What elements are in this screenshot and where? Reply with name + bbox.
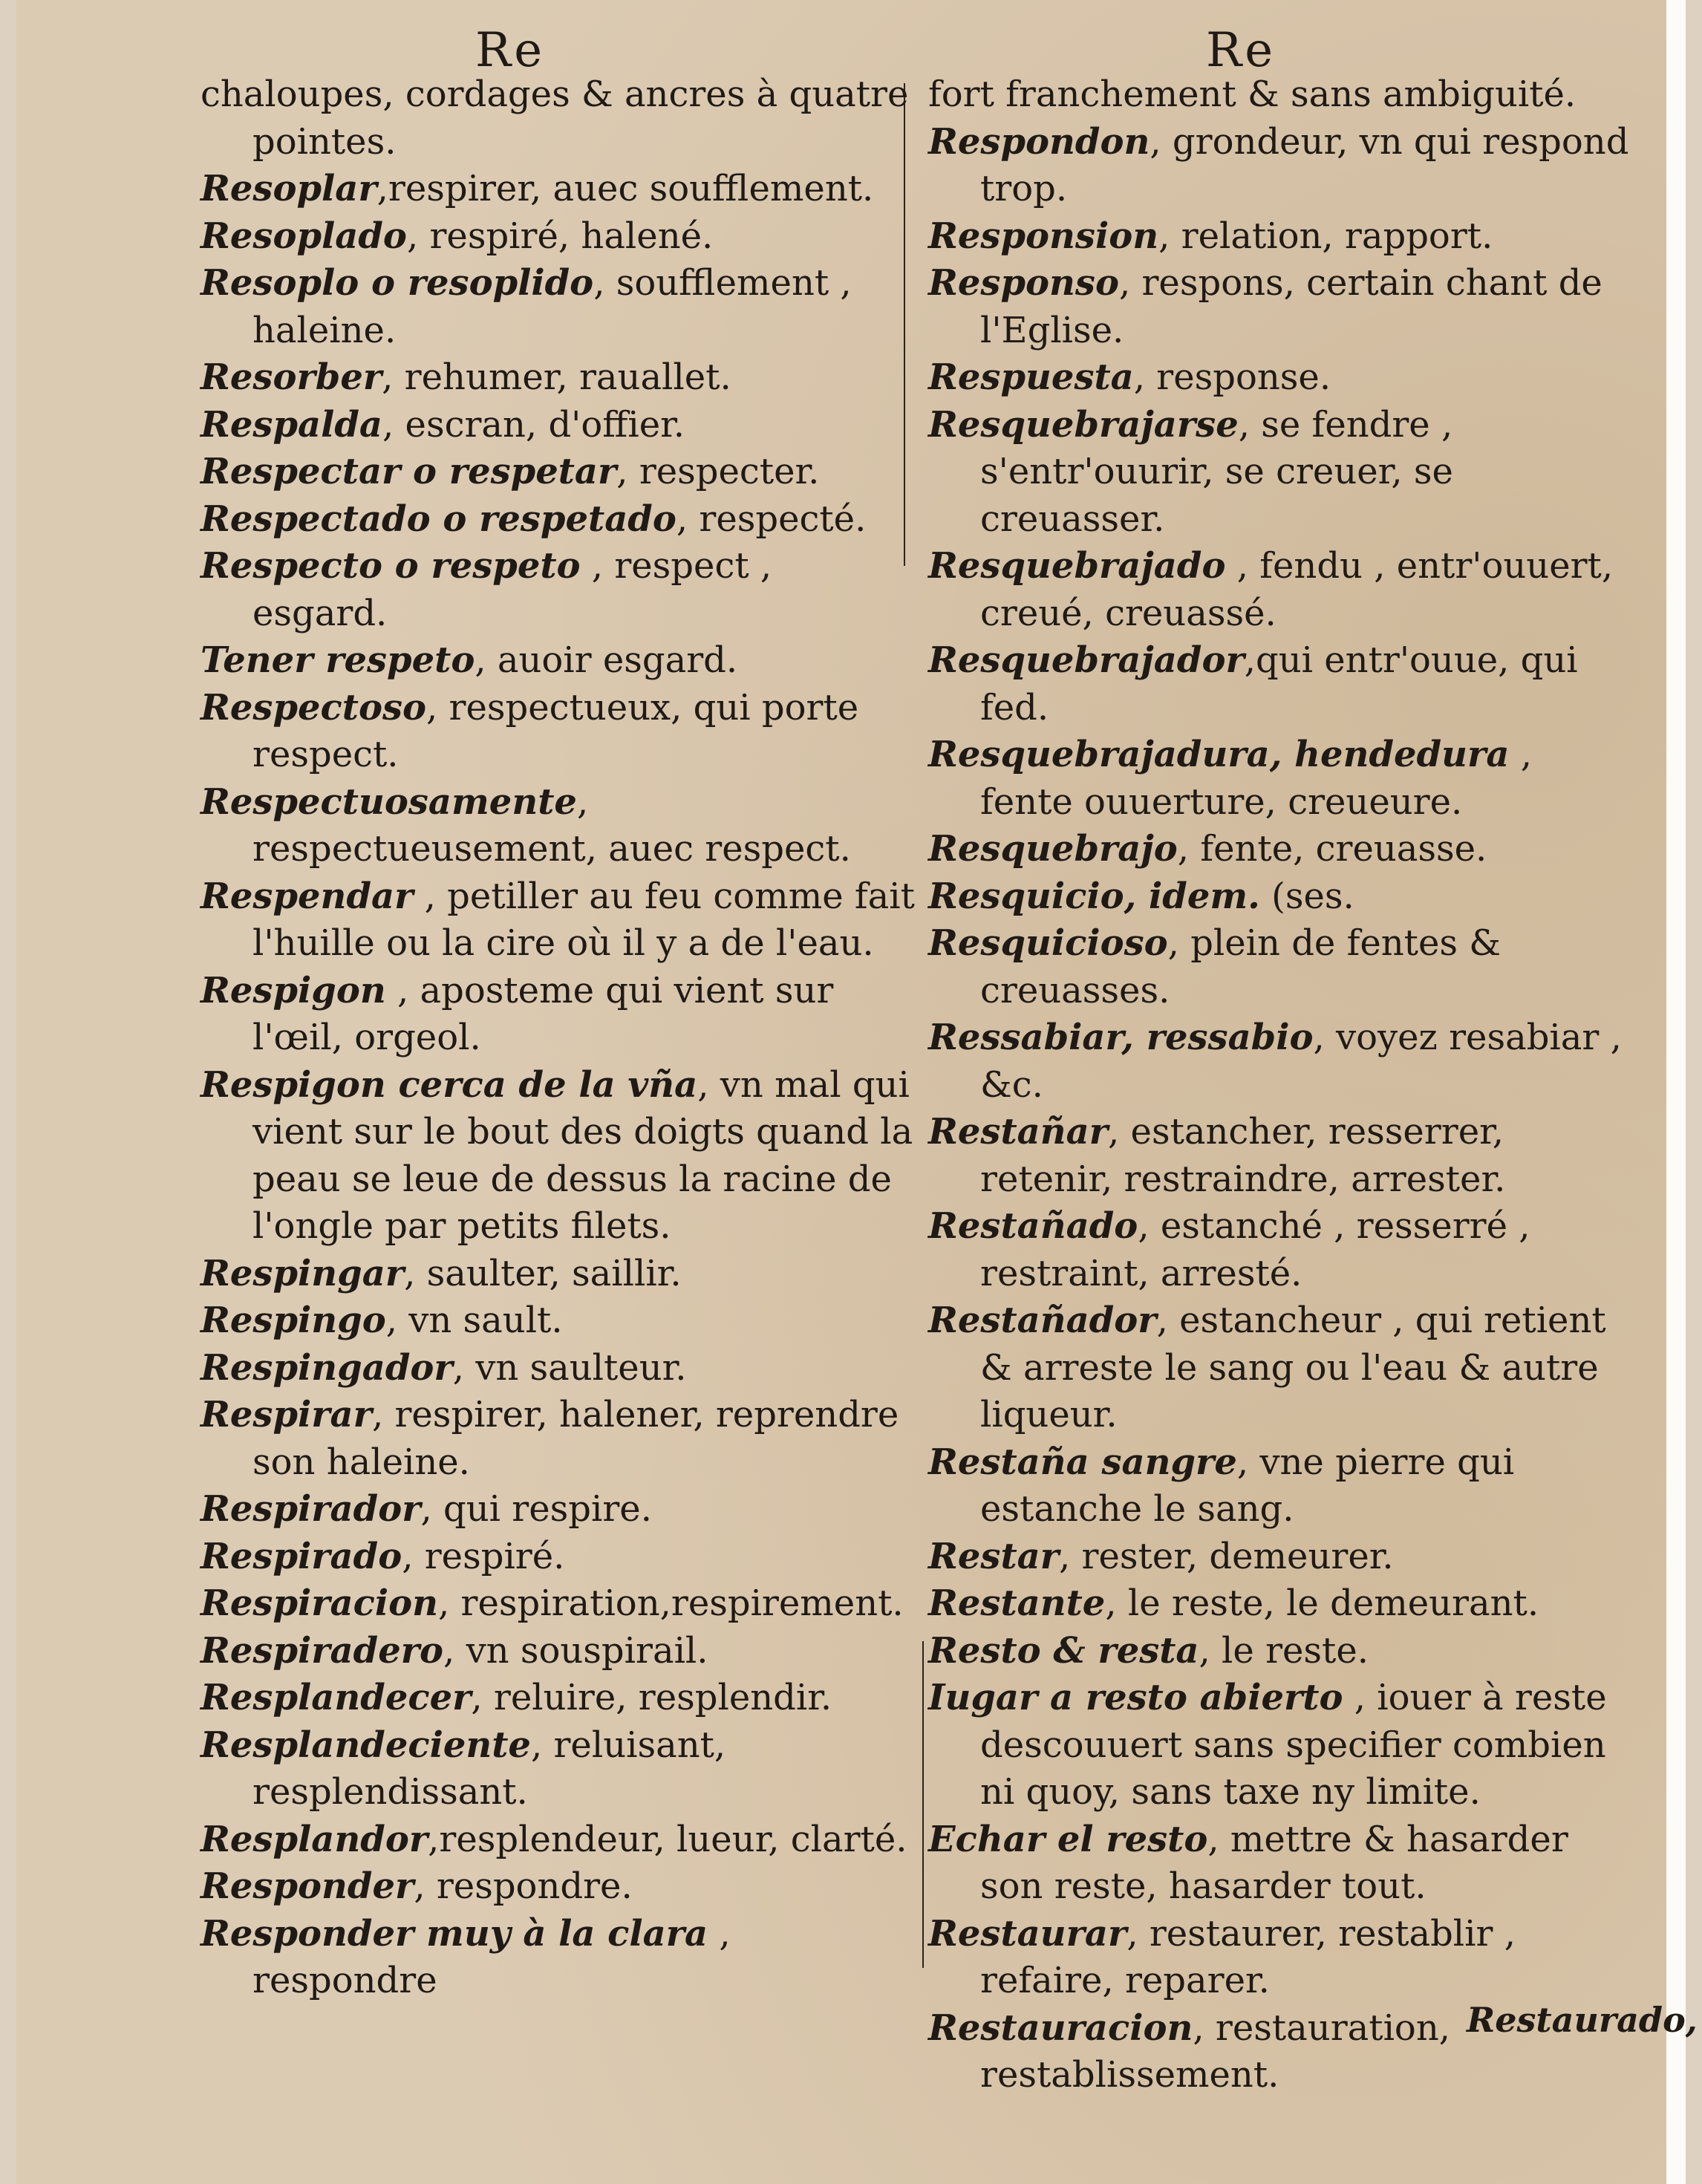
entry-translation: chaloupes, cordages & ancres à quatre pointes. [200,74,909,163]
dictionary-entry [928,637,1630,731]
entry-headword: Respiradero [200,1629,444,1672]
entry-headword: Respingar [200,1252,405,1294]
entry-headword: Responso [928,262,1119,304]
running-head-right: Re [1206,23,1276,78]
entry-translation: , vn souspirail. [443,1629,708,1672]
dictionary-entry [200,1675,917,1722]
entry-translation: , estancheur , qui retient & arreste le sang ou l'eau & autre liqueur. [980,1300,1606,1435]
dictionary-entry [200,213,917,261]
dictionary-entry [200,873,917,968]
dictionary-entry [200,1722,917,1816]
entry-headword: Respectado o respetado [200,498,676,540]
entry-translation: , se fendre , s'entr'ouurir, se creuer, se creuasser. [980,403,1453,540]
entry-headword: Ressabiar, ressabio [928,1017,1314,1058]
entry-headword: Restaña sangre [928,1441,1237,1483]
entry-headword: Echar el resto [928,1818,1208,1860]
dictionary-entry [200,1062,917,1251]
right-column [928,71,1630,2099]
entry-translation: , rehumer, rauallet. [382,356,731,398]
entry-translation: , respect , esgard. [252,545,772,634]
entry-headword: Respuesta [928,356,1134,398]
entry-headword: Respectar o respetar [200,451,617,492]
entry-headword: Restaurar [928,1912,1127,1955]
dictionary-entry [928,354,1630,402]
entry-headword: Respingador [200,1346,453,1389]
entry-headword: Responder [200,1865,414,1907]
entry-translation: , respiration,respirement. [438,1582,904,1624]
catchword: Restaurado, [1467,2000,1698,2040]
dictionary-entry [200,166,917,213]
dictionary-entry [928,1816,1630,1911]
entry-headword: Restauracion [928,2007,1193,2049]
dictionary-entry [928,1014,1630,1109]
entry-headword: Resquicioso [928,922,1168,964]
entry-translation: , rester, demeurer. [1059,1535,1394,1577]
entry-translation: , respiré, halené. [406,215,714,257]
entry-headword: Respiracion [200,1582,439,1624]
entry-translation: , respectueux, qui porte respect. [252,686,859,775]
entry-headword: Restar [928,1535,1060,1577]
entry-headword: Restañado [928,1205,1138,1247]
entry-translation: , voyez resabiar , &c. [980,1017,1622,1106]
entry-translation: ,resplendeur, lueur, clarté. [428,1818,907,1860]
dictionary-entry [200,637,917,685]
entry-headword: Respendar [200,875,414,917]
entry-translation: , estancher, resserrer, retenir, restraindre, arrester. [980,1111,1506,1200]
entry-translation: , plein de fentes & creuasses. [980,922,1501,1011]
entry-headword: Resquebrajador [928,639,1245,681]
dictionary-entry [200,1863,917,1911]
dictionary-entry [928,920,1630,1014]
entry-translation: ,qui entr'ouue, qui fed. [980,639,1578,728]
entry-headword: Respirar [200,1394,372,1435]
entry-translation: , saulter, saillir. [404,1252,682,1294]
dictionary-entry [200,1392,917,1486]
entry-translation: , qui respire. [420,1488,652,1530]
entry-translation: , restauration, restablissement. [980,2007,1450,2096]
entry-headword: Respectoso [200,686,427,728]
dictionary-entry [928,1675,1630,1816]
entry-headword: Resoplar [200,168,377,209]
entry-translation: , fente, creuasse. [1177,828,1487,870]
entry-translation: , respondre [252,1912,731,2001]
entry-headword: Respirador [200,1488,421,1530]
entry-translation: , reluire, resplendir. [471,1677,832,1718]
entry-headword: Resplandecer [200,1677,472,1718]
entry-headword: Respingo [200,1300,386,1341]
dictionary-entry [928,1439,1630,1533]
dictionary-entry [200,1486,917,1533]
entry-translation: (ses. [1259,875,1354,917]
dictionary-entry [928,543,1630,637]
entry-translation: , auoir esgard. [475,639,738,681]
left-column [200,71,917,2005]
entry-translation: , le reste, le demeurant. [1105,1582,1539,1624]
entry-translation: , relation, rapport. [1158,215,1493,257]
entry-headword: Responsion [928,215,1159,257]
entry-translation: fort franchement & sans ambiguité. [928,74,1577,115]
entry-headword: Resplandeciente [200,1724,531,1766]
entry-translation: , mettre & hasarder son reste, hasarder tout. [980,1818,1568,1907]
dictionary-entry [200,1911,917,2005]
entry-translation: , restaurer, restablir , refaire, reparer. [980,1912,1516,2001]
entry-headword: Respectuosamente [200,780,577,823]
page-edge [1666,0,1686,2184]
dictionary-entry [928,731,1630,826]
entry-translation: , vn saulteur. [452,1346,687,1389]
running-head-left: Re [475,23,546,78]
entry-translation: , escran, d'offier. [382,403,685,446]
entry-headword: Resquebrajado [928,545,1226,587]
dictionary-entry [200,685,917,779]
entry-headword: Resquebrajo [928,828,1178,870]
entry-translation: , respiré. [402,1535,565,1577]
dictionary-entry [928,260,1630,354]
entry-translation: , vne pierre qui estanche le sang. [980,1441,1515,1530]
dictionary-entry [200,1251,917,1298]
entry-translation: , respecter. [616,451,820,492]
entry-headword: Resorber [200,356,382,398]
dictionary-entry [928,1580,1630,1628]
entry-headword: Restante [928,1582,1106,1624]
dictionary-entry [200,779,917,873]
dictionary-entry [928,1628,1630,1675]
column-rule-bottom [922,1641,924,1968]
dictionary-entry [200,1345,917,1392]
entry-translation: , le reste. [1199,1629,1369,1672]
entry-headword: Restañar [928,1111,1109,1153]
dictionary-entry [200,449,917,496]
dictionary-entry [200,260,917,354]
entry-translation: , petiller au feu comme fait l'huille ou la cire où il y a de l'eau. [252,875,915,964]
dictionary-entry [928,1911,1630,2005]
entry-headword: Resquebrajarse [928,403,1239,446]
dictionary-entry [200,968,917,1062]
dictionary-entry [200,1628,917,1675]
entry-translation: , soufflement , haleine. [252,262,852,351]
entry-translation: , respirer, halener, reprendre son haleine. [252,1394,899,1483]
dictionary-entry [928,1203,1630,1297]
entry-translation: , fente ouuerture, creueure. [980,734,1532,823]
entry-translation: , reluisant, resplendissant. [252,1724,726,1813]
entry-headword: Respalda [200,403,383,446]
entry-headword: Restañador [928,1300,1157,1341]
dictionary-entry [200,543,917,637]
dictionary-entry [928,1109,1630,1203]
dictionary-entry [200,1580,917,1628]
dictionary-entry [200,496,917,544]
entry-translation: , response. [1133,356,1331,398]
entry-headword: Respondon [928,120,1150,163]
dictionary-entry [928,402,1630,544]
entry-translation: ,respirer, auec soufflement. [376,168,874,209]
entry-headword: Respirado [200,1535,402,1577]
entry-translation: , respecté. [676,498,867,540]
entry-translation: , respons, certain chant de l'Eglise. [980,262,1602,351]
entry-headword: Resquicio, idem. [928,875,1260,917]
entry-headword: Resoplado [200,215,407,257]
entry-headword: Responder muy à la clara [200,1912,708,1955]
dictionary-entry [928,71,1630,119]
entry-translation: , respondre. [414,1865,633,1907]
dictionary-entry [928,1533,1630,1581]
entry-translation: , vn mal qui vient sur le bout des doigts quand la peau se leue de dessus la racine de l'ongle par petits filets. [252,1063,913,1247]
entry-translation: , respectueusement, auec respect. [252,780,851,870]
dictionary-entry [200,1533,917,1581]
entry-headword: Tener respeto [200,639,475,681]
entry-headword: Resoplo o resoplido [200,262,594,304]
dictionary-entry [200,1816,917,1864]
entry-headword: Resto & resta [928,1629,1199,1672]
entry-translation: , estanché , resserré , restraint, arresté. [980,1205,1530,1294]
entry-translation: , apostеme qui vient sur l'œil, orgeol. [252,969,834,1058]
entry-translation: , vn sault. [385,1300,563,1341]
entry-translation: , grondeur, vn qui respond trop. [980,120,1629,209]
dictionary-entry [200,71,917,166]
entry-headword: Resplandor [200,1818,428,1860]
entry-headword: Resquebrajadura, hendedura [928,734,1510,775]
dictionary-entry [200,354,917,402]
dictionary-entry [200,1297,917,1345]
entry-headword: Respigon cerca de la vña [200,1063,698,1106]
dictionary-entry [928,119,1630,213]
dictionary-entry [928,1297,1630,1439]
entry-translation: , fendu , entr'ouuert, creué, creuassé. [980,545,1614,634]
entry-headword: Iugar a resto abierto [928,1677,1343,1718]
dictionary-entry [928,826,1630,873]
entry-headword: Respigon [200,969,386,1011]
dictionary-entry [200,402,917,449]
dictionary-entry [928,213,1630,261]
dictionary-entry [928,873,1630,921]
entry-translation: , iouer à reste descouuert sans specifier combien ni quoy, sans taxe ny limite. [980,1677,1607,1813]
entry-headword: Respecto o respeto [200,545,581,587]
